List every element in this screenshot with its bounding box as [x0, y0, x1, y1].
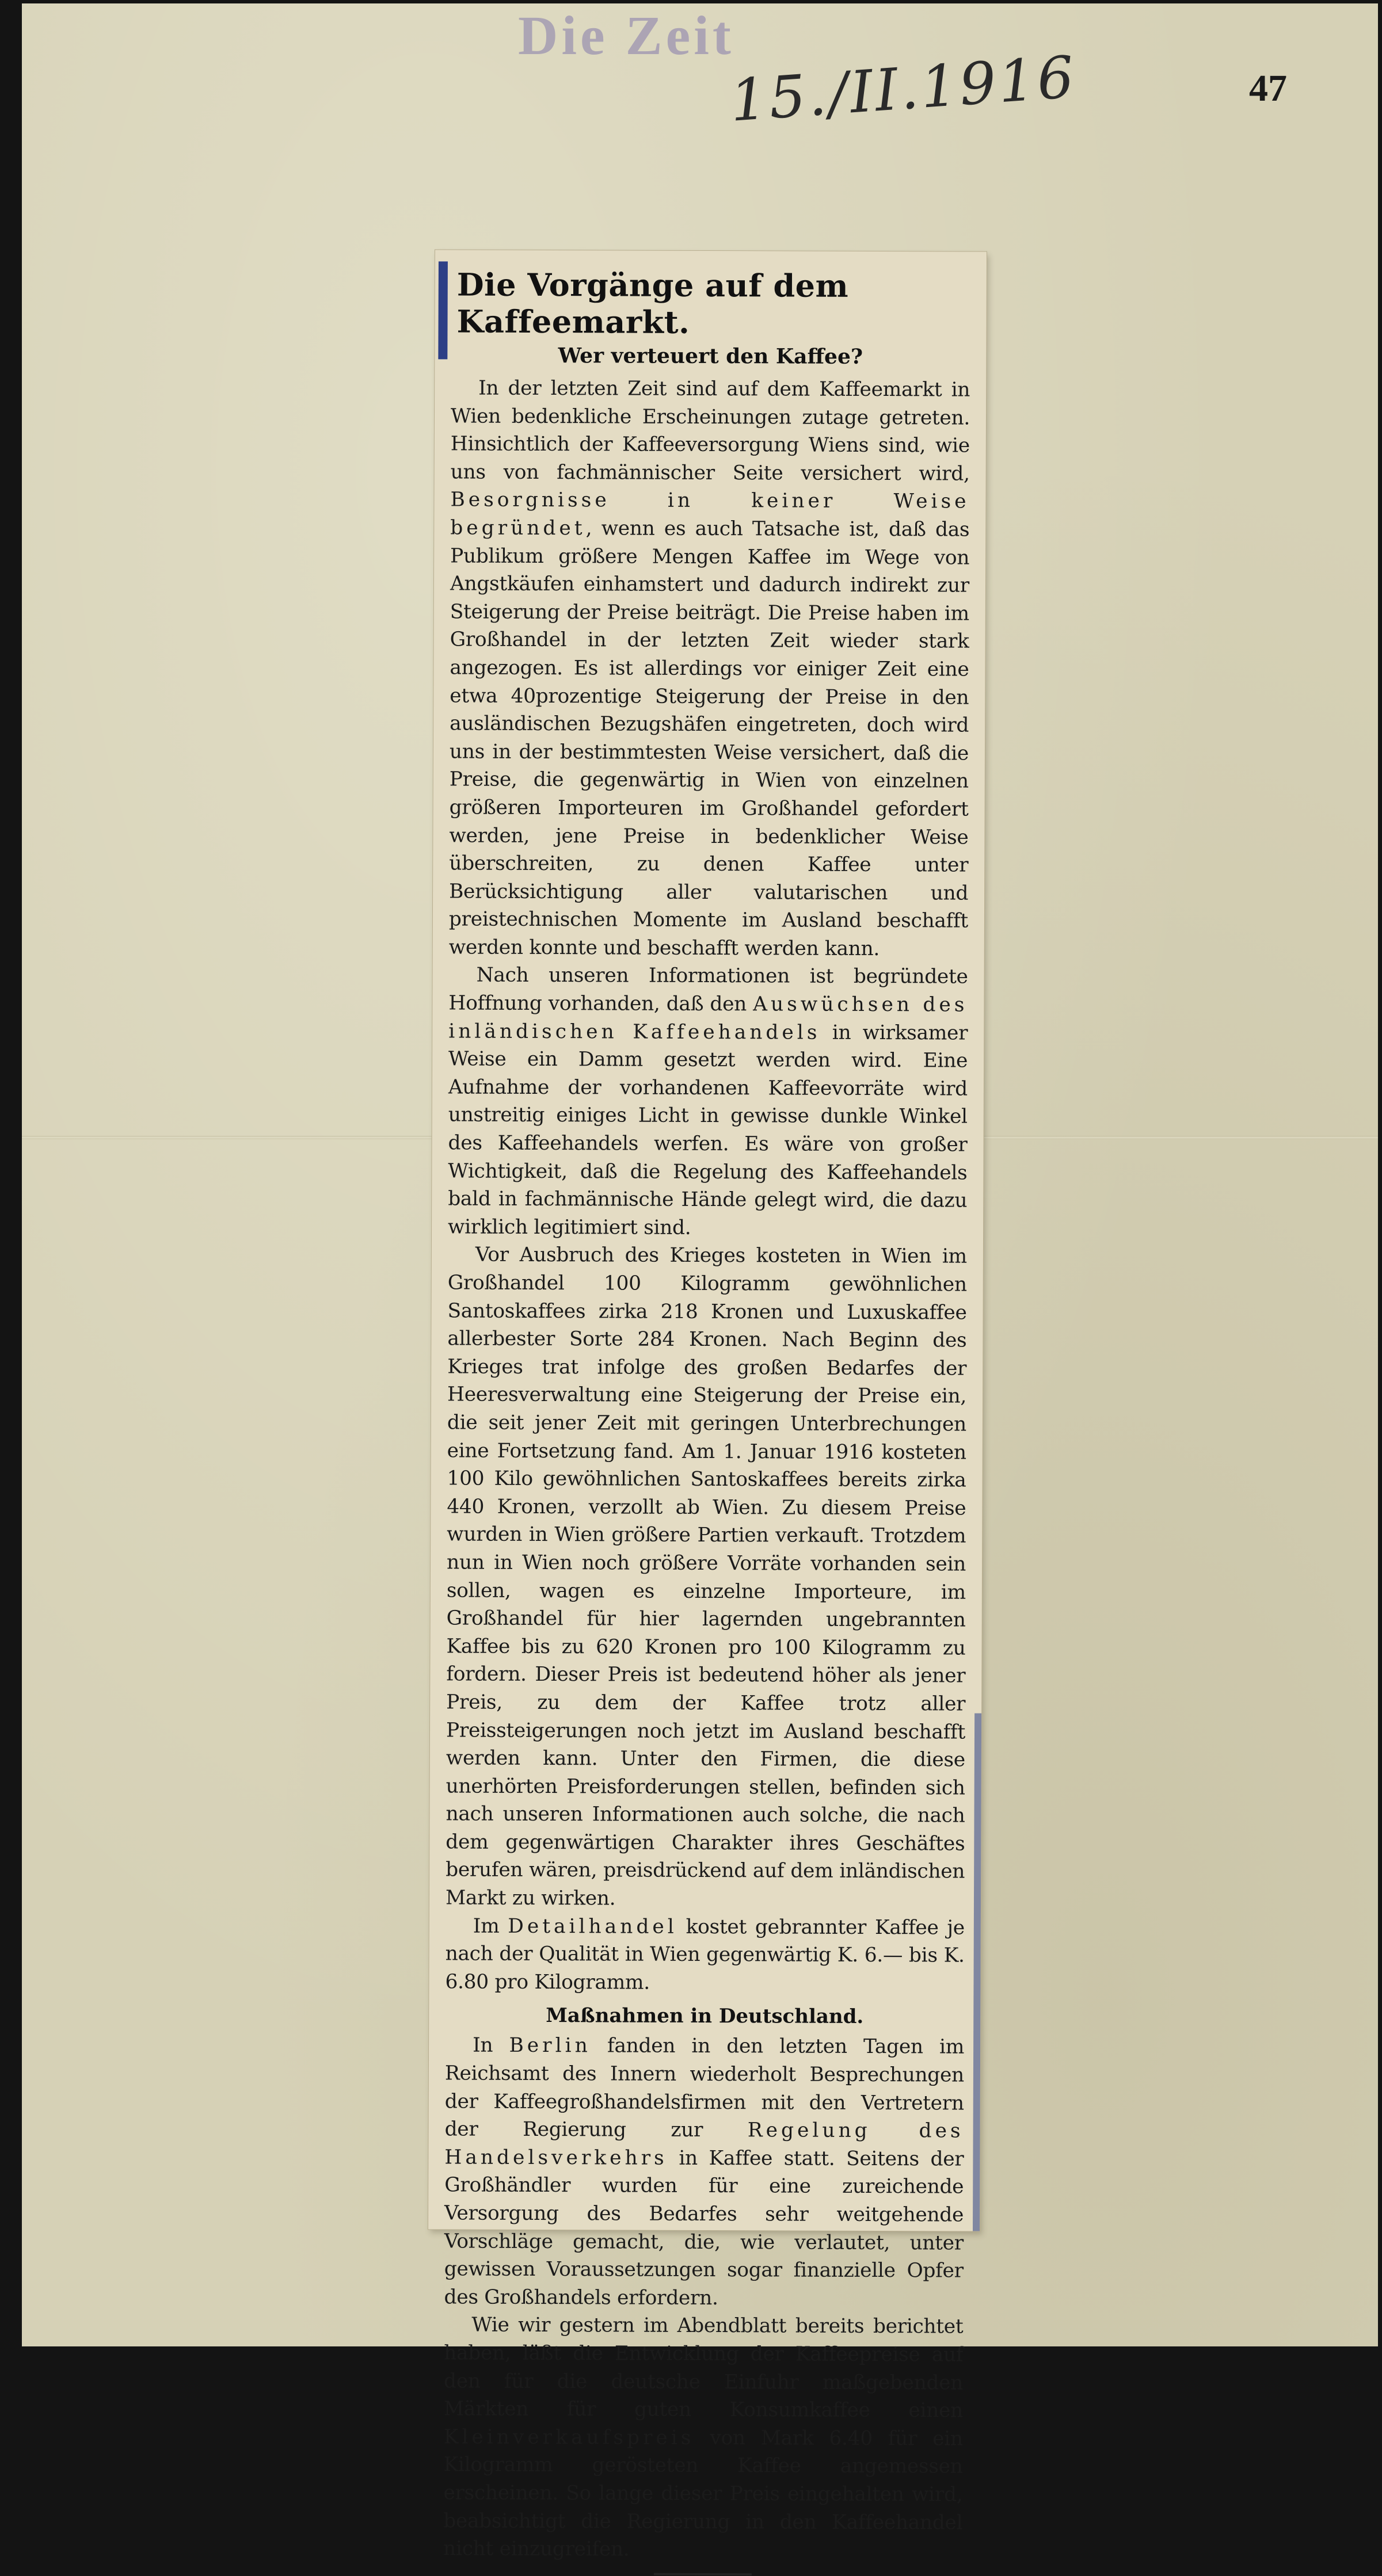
article-paragraph	[448, 961, 968, 1243]
paragraph-text: kostet gebrannter Kaffee je nach der Qualität in Wien gegenwärtig K. 6.— bis K. 6.80 pro Kilogramm.	[445, 1915, 965, 1994]
article-paragraph	[449, 374, 970, 963]
paragraph-text: Nach unseren Informationen ist begründete Hoffnung vorhanden, daß den	[448, 964, 968, 1016]
article-headline: Die Vorgänge auf dem Kaffeemarkt.	[456, 266, 849, 341]
page-number: 47	[1249, 67, 1287, 109]
article-paragraph	[444, 2032, 965, 2313]
emphasized-text: Auswüchsen des inländischen Kaffeehandels	[448, 993, 968, 1044]
article-subheadline: Wer verteuert den Kaffee?	[558, 344, 863, 369]
emphasized-text: Besorgnisse in keiner Weise begründet	[450, 488, 970, 540]
article-paragraph	[446, 1241, 967, 1914]
paragraph-text: in Kaffee statt. Seitens der Großhändler wurden für eine zureichende Versorgung des Bedarfes sehr weitgehende Vorschläge gemacht, die, wie verlautet, unter gewissen Voraussetzungen sogar finanzielle Opfer des Großhandels erfordern.	[444, 2146, 964, 2310]
emphasized-text: Kleinverkaufspreis	[443, 2425, 695, 2449]
end-rule	[654, 2573, 752, 2575]
clipping-edge-mark	[973, 1713, 981, 2231]
paragraph-text: Im	[473, 1914, 508, 1938]
article-body	[445, 374, 970, 1998]
handwritten-date: 15./II.1916	[728, 43, 1079, 135]
paragraph-text: Vor Ausbruch des Krieges kosteten in Wien im Großhandel 100 Kilogramm gewöhnlichen Santoskaffees zirka 218 Kronen und Luxuskaffee allerbester Sorte 284 Kronen. Nach Beginn des Krieges trat infolge des großen Bedarfes der Heeresverwaltung eine Steigerung der Preise ein, die seit jener Zeit mit geringen Unterbrechungen eine Fortsetzung fand. Am 1. Januar 1916 kosteten 100 Kilo gewöhnlichen Santoskaffees bereits zirka 440 Kronen, verzollt ab Wien. Zu diesem Preise wurden in Wien größere Partien verkauft. Trotzdem nun in Wien noch größere Vorräte vorhanden sein sollen, wagen es einzelne Importeure, im Großhandel für hier lagernden ungebrannten Kaffee bis zu 620 Kronen pro 100 Kilogramm zu fordern. Dieser Preis ist bedeutend höher als jener Preis, zu dem der Kaffee trotz aller Preissteigerungen noch jetzt im Ausland beschafft werden kann. Unter den Firmen, die diese unerhörten Preisforderungen stellen, befinden sich nach unseren Informationen auch solche, die nach dem gegenwärtigen Charakter ihres Geschäftes berufen wären, preisdrückend auf dem inländischen Markt zu wirken.	[445, 1243, 967, 1910]
clipping-margin-mark	[438, 261, 448, 359]
paragraph-text: , wenn es auch Tatsache ist, daß das Publikum größere Mengen Kaffee im Wege von Angstkäufen einhamstert und dadurch indirekt zur Steigerung der Preise beiträgt. Die Preise haben im Großhandel in der letzten Zeit wieder stark angezogen. Es ist allerdings vor einiger Zeit eine etwa 40prozentige Steigerung der Preise in den ausländischen Bezugshäfen eingetreten, doch wird uns in der bestimmtesten Weise versichert, daß die Preise, die gegenwärtig in Wien von einzelnen größeren Importeuren im Großhandel gefordert werden, jene Preise in bedenklicher Weise überschreiten, zu denen Kaffee unter Berücksichtigung aller valutarischen und preistechnischen Momente im Ausland beschafft werden konnte und beschafft werden kann.	[448, 517, 970, 960]
emphasized-text: Detailhandel	[508, 1914, 677, 1938]
newspaper-stamp: Die Zeit	[518, 5, 734, 66]
paragraph-text: von Mark 6.40 für ein Kilogramm gerösteten Kaffee angemessen erscheinen. So lange dieser Preis eingehalten wird, beabsichtigt die Regierung in den Kaffeehandel nicht einzugreifen.	[443, 2426, 963, 2561]
article-paragraph	[443, 2311, 964, 2564]
emphasized-text: Berlin	[509, 2034, 591, 2058]
section-heading: Maßnahmen in Deutschland.	[546, 2004, 864, 2029]
emphasized-text: Regelung des Handelsverkehrs	[444, 2119, 964, 2170]
paragraph-text: In	[473, 2034, 509, 2058]
paragraph-text: in wirksamer Weise ein Damm gesetzt werden wird. Eine Aufnahme der vorhandenen Kaffeevorräte wird unstreitig einiges Licht in gewisse dunkle Winkel des Kaffeehandels werfen. Es wäre von großer Wichtigkeit, daß die Regelung des Kaffeehandels bald in fachmännische Hände gelegt wird, die dazu wirklich legitimiert sind.	[448, 1021, 968, 1239]
paragraph-text: In der letzten Zeit sind auf dem Kaffeemarkt in Wien bedenkliche Erscheinungen zutage getreten. Hinsichtlich der Kaffeeversorgung Wiens sind, wie uns von fachmännischer Seite versichert wird,	[450, 376, 970, 486]
article-paragraph	[445, 1912, 965, 1998]
paragraph-text: Wie wir gestern im Abendblatt bereits berichtet haben, läßt die Entwicklung der Kaffeepreise auf den für die deutsche Einfuhr maßgebenden Märkten für guten Konsumkaffee einen	[443, 2313, 964, 2422]
archive-sheet	[22, 3, 1378, 2561]
newspaper-clipping	[428, 250, 987, 2561]
paragraph-text: fanden in den letzten Tagen im Reichsamt des Innern wiederholt Besprechungen der Kaffeegroßhandelsfirmen mit den Vertretern der Regierung zur	[444, 2034, 965, 2142]
article-body-section-2	[443, 2032, 964, 2564]
